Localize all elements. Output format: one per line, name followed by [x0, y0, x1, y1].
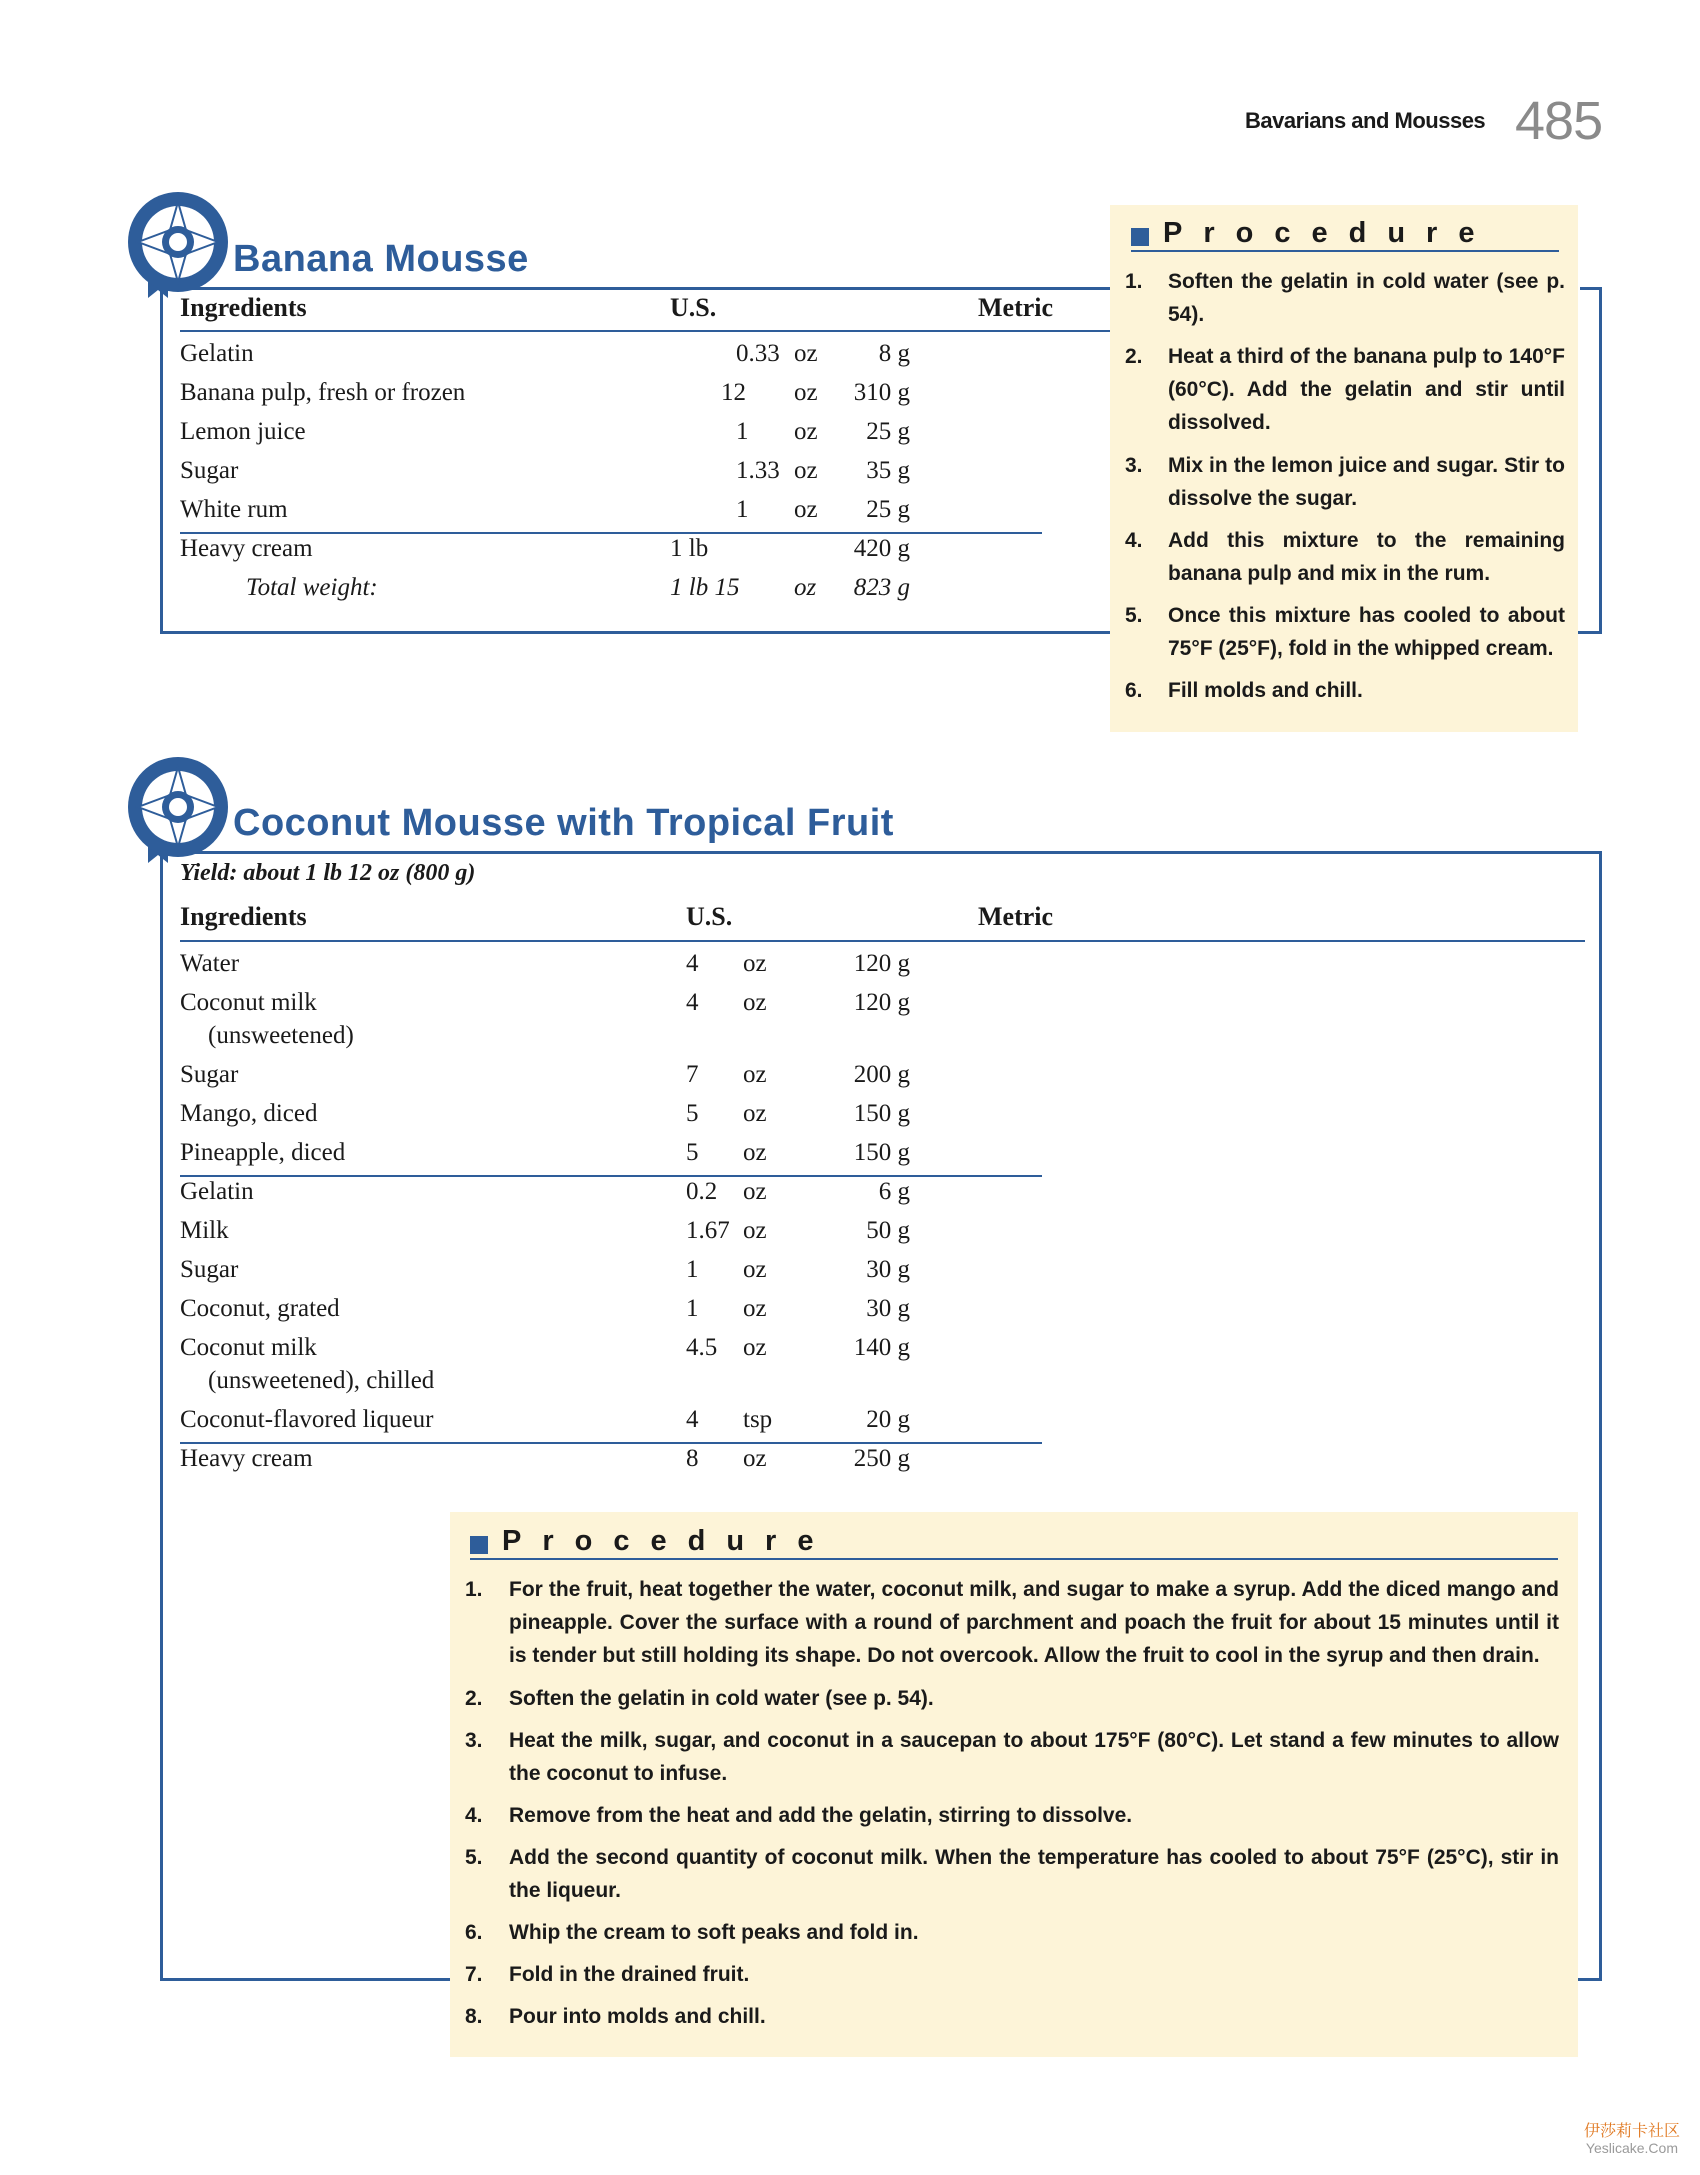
- ingredient-name: Heavy cream: [180, 535, 313, 562]
- us-amount: 4: [686, 1406, 699, 1433]
- table-row: [180, 535, 1050, 574]
- ingredient-name: Gelatin: [180, 1178, 254, 1205]
- school-crest-logo: [126, 755, 230, 865]
- table-row: [180, 1295, 1050, 1334]
- us-unit: oz: [794, 340, 818, 367]
- step-number: 2.: [1125, 345, 1143, 368]
- coconut-header-ingredients: Ingredients: [180, 902, 307, 931]
- step-text: Heat the milk, sugar, and coconut in a saucepan to about 175°F (80°C). Let stand a few minutes to allow the coconut to infuse.: [509, 1729, 1559, 1785]
- table-row: [180, 1061, 1050, 1100]
- total-weight-row: [180, 574, 1050, 613]
- watermark-chinese: 伊莎莉卡社区: [1583, 2121, 1680, 2140]
- procedure-step: [465, 1958, 1565, 1994]
- us-amount: 1 lb 15: [670, 574, 740, 601]
- banana-frame-right: [1599, 287, 1602, 634]
- metric-amount: 250 g: [853, 1445, 910, 1472]
- step-text: Add the second quantity of coconut milk. When the temperature has cooled to about 75°F (25°C), stir in the liqueur.: [509, 1846, 1559, 1902]
- procedure-step: [465, 1682, 1565, 1718]
- us-amount: 4: [686, 950, 699, 977]
- ingredient-name: Milk: [180, 1217, 229, 1244]
- ingredient-name-continued: (unsweetened): [208, 1022, 354, 1049]
- table-row: [180, 1100, 1050, 1139]
- metric-amount: 30 g: [866, 1295, 910, 1322]
- table-row: [180, 1217, 1050, 1256]
- us-amount: 1: [686, 1295, 699, 1322]
- us-unit: oz: [743, 1100, 767, 1127]
- us-amount: 0.33: [736, 340, 780, 367]
- ingredient-name: Water: [180, 950, 240, 977]
- metric-amount: 200 g: [853, 1061, 910, 1088]
- ingredient-name: Sugar: [180, 1256, 239, 1283]
- procedure-rule: [470, 1558, 1558, 1560]
- metric-amount: 30 g: [866, 1256, 910, 1283]
- table-row: [180, 1334, 1050, 1406]
- procedure-title: Procedure: [502, 1525, 835, 1557]
- us-amount: 4.5: [686, 1334, 718, 1361]
- banana-header-rule: [180, 330, 1115, 332]
- ingredient-name: Heavy cream: [180, 1445, 313, 1472]
- procedure-marker: [470, 1536, 488, 1554]
- table-row: [180, 340, 1050, 379]
- coconut-header-us: U.S.: [686, 902, 733, 931]
- table-row: [180, 1406, 1050, 1445]
- ingredient-name: Coconut milk: [180, 989, 317, 1016]
- us-unit: oz: [794, 496, 818, 523]
- step-number: 8.: [465, 2005, 483, 2028]
- us-amount: 1: [686, 1256, 699, 1283]
- us-unit: oz: [794, 418, 818, 445]
- us-unit: oz: [743, 989, 767, 1016]
- procedure-step: [465, 1724, 1565, 1794]
- step-text: Soften the gelatin in cold water (see p. 54).: [509, 1687, 934, 1710]
- metric-amount: 35 g: [866, 457, 910, 484]
- coconut-recipe-title: Coconut Mousse with Tropical Fruit: [233, 802, 894, 844]
- us-amount: 1.67: [686, 1217, 730, 1244]
- table-row: [180, 457, 1050, 496]
- table-row: [180, 950, 1050, 989]
- us-unit: oz: [743, 1256, 767, 1283]
- step-text: Whip the cream to soft peaks and fold in.: [509, 1921, 919, 1944]
- step-number: 2.: [465, 1687, 483, 1710]
- banana-frame-top: [160, 287, 1120, 290]
- us-amount: 1: [736, 418, 749, 445]
- us-unit: oz: [743, 1139, 767, 1166]
- step-text: Remove from the heat and add the gelatin, stirring to dissolve.: [509, 1804, 1133, 1827]
- banana-recipe-title: Banana Mousse: [233, 238, 529, 280]
- metric-amount: 20 g: [866, 1406, 910, 1433]
- step-text: For the fruit, heat together the water, coconut milk, and sugar to make a syrup. Add the diced mango and pineapple. Cover the surface with a round of parchment and poach the fruit for about 15 minutes until it is tender but still holding its shape. Do not overcook. Allow the fruit to cool in the syrup and then drain.: [509, 1578, 1559, 1667]
- procedure-rule: [1131, 250, 1559, 252]
- ingredient-name: White rum: [180, 496, 288, 523]
- us-amount: 7: [686, 1061, 699, 1088]
- us-amount: 5: [686, 1100, 699, 1127]
- banana-header-metric: Metric: [978, 293, 1054, 322]
- yield-text: Yield: about 1 lb 12 oz (800 g): [180, 860, 476, 886]
- ingredient-name: Gelatin: [180, 340, 254, 367]
- step-text: Once this mixture has cooled to about 75°F (25°F), fold in the whipped cream.: [1168, 604, 1565, 660]
- coconut-group-rule: [180, 1175, 1042, 1177]
- ingredient-name: Coconut milk: [180, 1334, 317, 1361]
- metric-amount: 420 g: [853, 535, 910, 562]
- us-unit: oz: [743, 1061, 767, 1088]
- banana-frame-left: [160, 287, 163, 634]
- step-number: 6.: [1125, 679, 1143, 702]
- coconut-header-metric: Metric: [978, 902, 1054, 931]
- metric-amount: 150 g: [853, 1100, 910, 1127]
- procedure-step: [1125, 265, 1570, 335]
- step-text: Fold in the drained fruit.: [509, 1963, 750, 1986]
- total-weight-label: Total weight:: [246, 574, 378, 601]
- coconut-frame-top: [160, 851, 1602, 854]
- coconut-frame-right: [1599, 851, 1602, 1981]
- metric-amount: 150 g: [853, 1139, 910, 1166]
- coconut-header-rule: [180, 940, 1585, 942]
- coconut-frame-bottom-left: [160, 1978, 450, 1981]
- procedure-step: [465, 1573, 1565, 1673]
- step-number: 5.: [465, 1846, 483, 1869]
- step-number: 6.: [465, 1921, 483, 1944]
- step-text: Pour into molds and chill.: [509, 2005, 766, 2028]
- us-unit: oz: [794, 457, 818, 484]
- coconut-group-rule: [180, 1442, 1042, 1444]
- watermark-url: Yeslicake.Com: [1585, 2140, 1678, 2156]
- procedure-step: [1125, 449, 1570, 519]
- us-amount: 1.33: [736, 457, 780, 484]
- table-row: [180, 1139, 1050, 1178]
- metric-amount: 120 g: [853, 989, 910, 1016]
- step-text: Soften the gelatin in cold water (see p. 54).: [1168, 270, 1565, 326]
- step-number: 1.: [465, 1578, 483, 1601]
- banana-procedure-panel: [1110, 205, 1578, 732]
- us-unit: oz: [743, 1445, 767, 1472]
- coconut-frame-bottom-right: [1578, 1978, 1602, 1981]
- us-amount: 5: [686, 1139, 699, 1166]
- step-text: Fill molds and chill.: [1168, 679, 1363, 702]
- step-text: Heat a third of the banana pulp to 140°F (60°C). Add the gelatin and stir until dissolved.: [1168, 345, 1565, 434]
- us-unit: oz: [743, 1217, 767, 1244]
- us-unit: tsp: [743, 1406, 773, 1433]
- us-unit: oz: [743, 1334, 767, 1361]
- step-text: Mix in the lemon juice and sugar. Stir to dissolve the sugar.: [1168, 454, 1565, 510]
- table-row: [180, 496, 1050, 535]
- ingredient-name-continued: (unsweetened), chilled: [208, 1367, 435, 1394]
- banana-frame-top-right: [1580, 287, 1602, 290]
- procedure-step: [465, 1799, 1565, 1835]
- metric-amount: 140 g: [853, 1334, 910, 1361]
- ingredient-name: Sugar: [180, 457, 239, 484]
- step-number: 4.: [465, 1804, 483, 1827]
- metric-amount: 6 g: [878, 1178, 910, 1205]
- table-row: [180, 1256, 1050, 1295]
- banana-header-us: U.S.: [670, 293, 717, 322]
- metric-amount: 120 g: [853, 950, 910, 977]
- procedure-step: [465, 1841, 1565, 1911]
- metric-amount: 8 g: [878, 340, 910, 367]
- us-unit: oz: [794, 574, 817, 601]
- step-text: Add this mixture to the remaining banana pulp and mix in the rum.: [1168, 529, 1565, 585]
- procedure-step: [1125, 599, 1570, 669]
- step-number: 3.: [465, 1729, 483, 1752]
- us-unit: oz: [743, 950, 767, 977]
- banana-header-ingredients: Ingredients: [180, 293, 307, 322]
- page-number: 485: [1515, 91, 1603, 151]
- ingredient-name: Coconut-flavored liqueur: [180, 1406, 434, 1433]
- metric-amount: 25 g: [866, 496, 910, 523]
- step-number: 7.: [465, 1963, 483, 1986]
- ingredient-name: Mango, diced: [180, 1100, 318, 1127]
- table-row: [180, 379, 1050, 418]
- step-number: 5.: [1125, 604, 1143, 627]
- step-number: 1.: [1125, 270, 1143, 293]
- table-row: [180, 1178, 1050, 1217]
- us-amount: 1: [736, 496, 749, 523]
- table-row: [180, 989, 1050, 1061]
- procedure-step: [1125, 340, 1570, 440]
- us-unit: oz: [794, 379, 818, 406]
- coconut-frame-left: [160, 851, 163, 1981]
- running-head: Bavarians and Mousses: [1245, 108, 1486, 133]
- us-unit: oz: [743, 1295, 767, 1322]
- procedure-marker: [1131, 228, 1149, 246]
- procedure-step: [1125, 524, 1570, 594]
- school-crest-logo: [126, 190, 230, 300]
- metric-amount: 823 g: [853, 574, 910, 601]
- procedure-step: [465, 2000, 1565, 2036]
- procedure-step: [1125, 674, 1570, 710]
- coconut-procedure-panel: [450, 1512, 1578, 2057]
- us-amount: 4: [686, 989, 699, 1016]
- step-number: 3.: [1125, 454, 1143, 477]
- procedure-title: Procedure: [1163, 217, 1496, 249]
- table-row: [180, 418, 1050, 457]
- ingredient-name: Coconut, grated: [180, 1295, 340, 1322]
- metric-amount: 50 g: [866, 1217, 910, 1244]
- ingredient-name: Lemon juice: [180, 418, 306, 445]
- procedure-step: [465, 1916, 1565, 1952]
- us-amount: 1 lb: [670, 535, 709, 562]
- us-amount: 0.2: [686, 1178, 718, 1205]
- step-number: 4.: [1125, 529, 1143, 552]
- ingredient-name: Banana pulp, fresh or frozen: [180, 379, 466, 406]
- us-amount: 12: [721, 379, 746, 406]
- metric-amount: 25 g: [866, 418, 910, 445]
- us-unit: oz: [743, 1178, 767, 1205]
- metric-amount: 310 g: [853, 379, 910, 406]
- table-row: [180, 1445, 1050, 1484]
- ingredient-name: Pineapple, diced: [180, 1139, 346, 1166]
- us-amount: 8: [686, 1445, 699, 1472]
- ingredient-name: Sugar: [180, 1061, 239, 1088]
- banana-group-rule: [180, 532, 1042, 534]
